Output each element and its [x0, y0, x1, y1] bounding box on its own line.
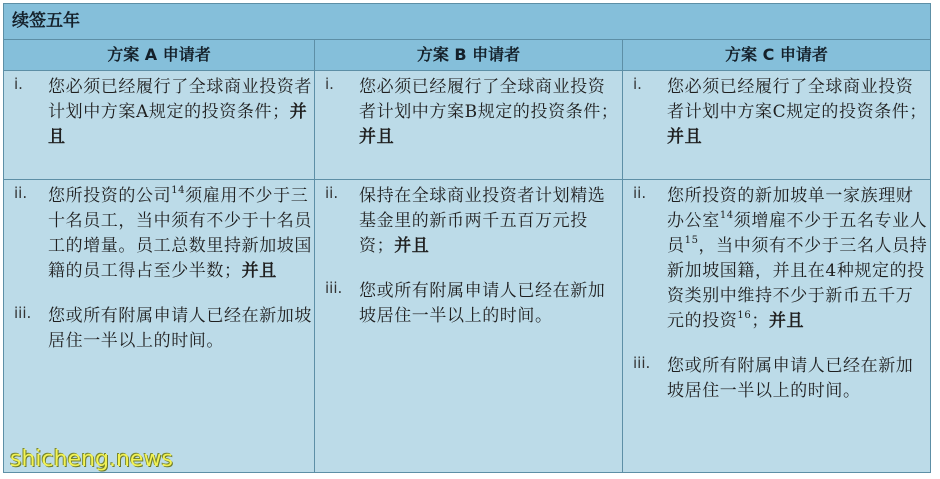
list-item: iii. 您或所有附属申请人已经在新加坡居住一半以上的时间。 — [633, 354, 914, 401]
table-title: 续签五年 — [4, 4, 930, 40]
list-item: i. 您必须已经履行了全球商业投资者计划中方案A规定的投资条件；并且 — [14, 75, 312, 147]
column-header-a: 方案 A 申请者 — [4, 40, 314, 71]
list-item: iii. 您或所有附属申请人已经在新加坡居住一半以上的时间。 — [325, 279, 606, 326]
row-divider — [4, 179, 930, 180]
cell-a-row2 — [4, 184, 314, 360]
list-item: ii. 保持在全球商业投资者计划精选基金里的新币两千五百万元投资；并且 — [325, 184, 606, 256]
list-item: i. 您必须已经履行了全球商业投资者计划中方案B规定的投资条件；并且 — [325, 75, 619, 147]
cell-b-row2 — [315, 184, 622, 335]
list-item: iii. 您或所有附属申请人已经在新加坡居住一半以上的时间。 — [14, 304, 312, 351]
list-item: ii. 您所投资的新加坡单一家族理财办公室$^{14}$须增雇不少于五名专业人员$^{15}$，当中须有不少于三名人员持新加坡国籍，并且在4种规定的投资类别中维持不少于新币五千万元的投资$^{16}$；并且 — [633, 184, 928, 331]
renewal-table — [3, 3, 931, 473]
column-header-c: 方案 C 申请者 — [623, 40, 930, 71]
cell-c-row2 — [623, 184, 930, 410]
cell-c-row1 — [623, 75, 930, 156]
cell-a-row1 — [4, 75, 314, 156]
list-item: i. 您必须已经履行了全球商业投资者计划中方案C规定的投资条件；并且 — [633, 75, 928, 147]
cell-b-row1 — [315, 75, 622, 156]
list-item: ii. 您所投资的公司$^{14}$须雇用不少于三十名员工，当中须有不少于十名员工的增量。员工总数里持新加坡国籍的员工得占至少半数；并且 — [14, 184, 312, 281]
watermark: shicheng.news — [10, 447, 173, 472]
column-header-b: 方案 B 申请者 — [315, 40, 622, 71]
